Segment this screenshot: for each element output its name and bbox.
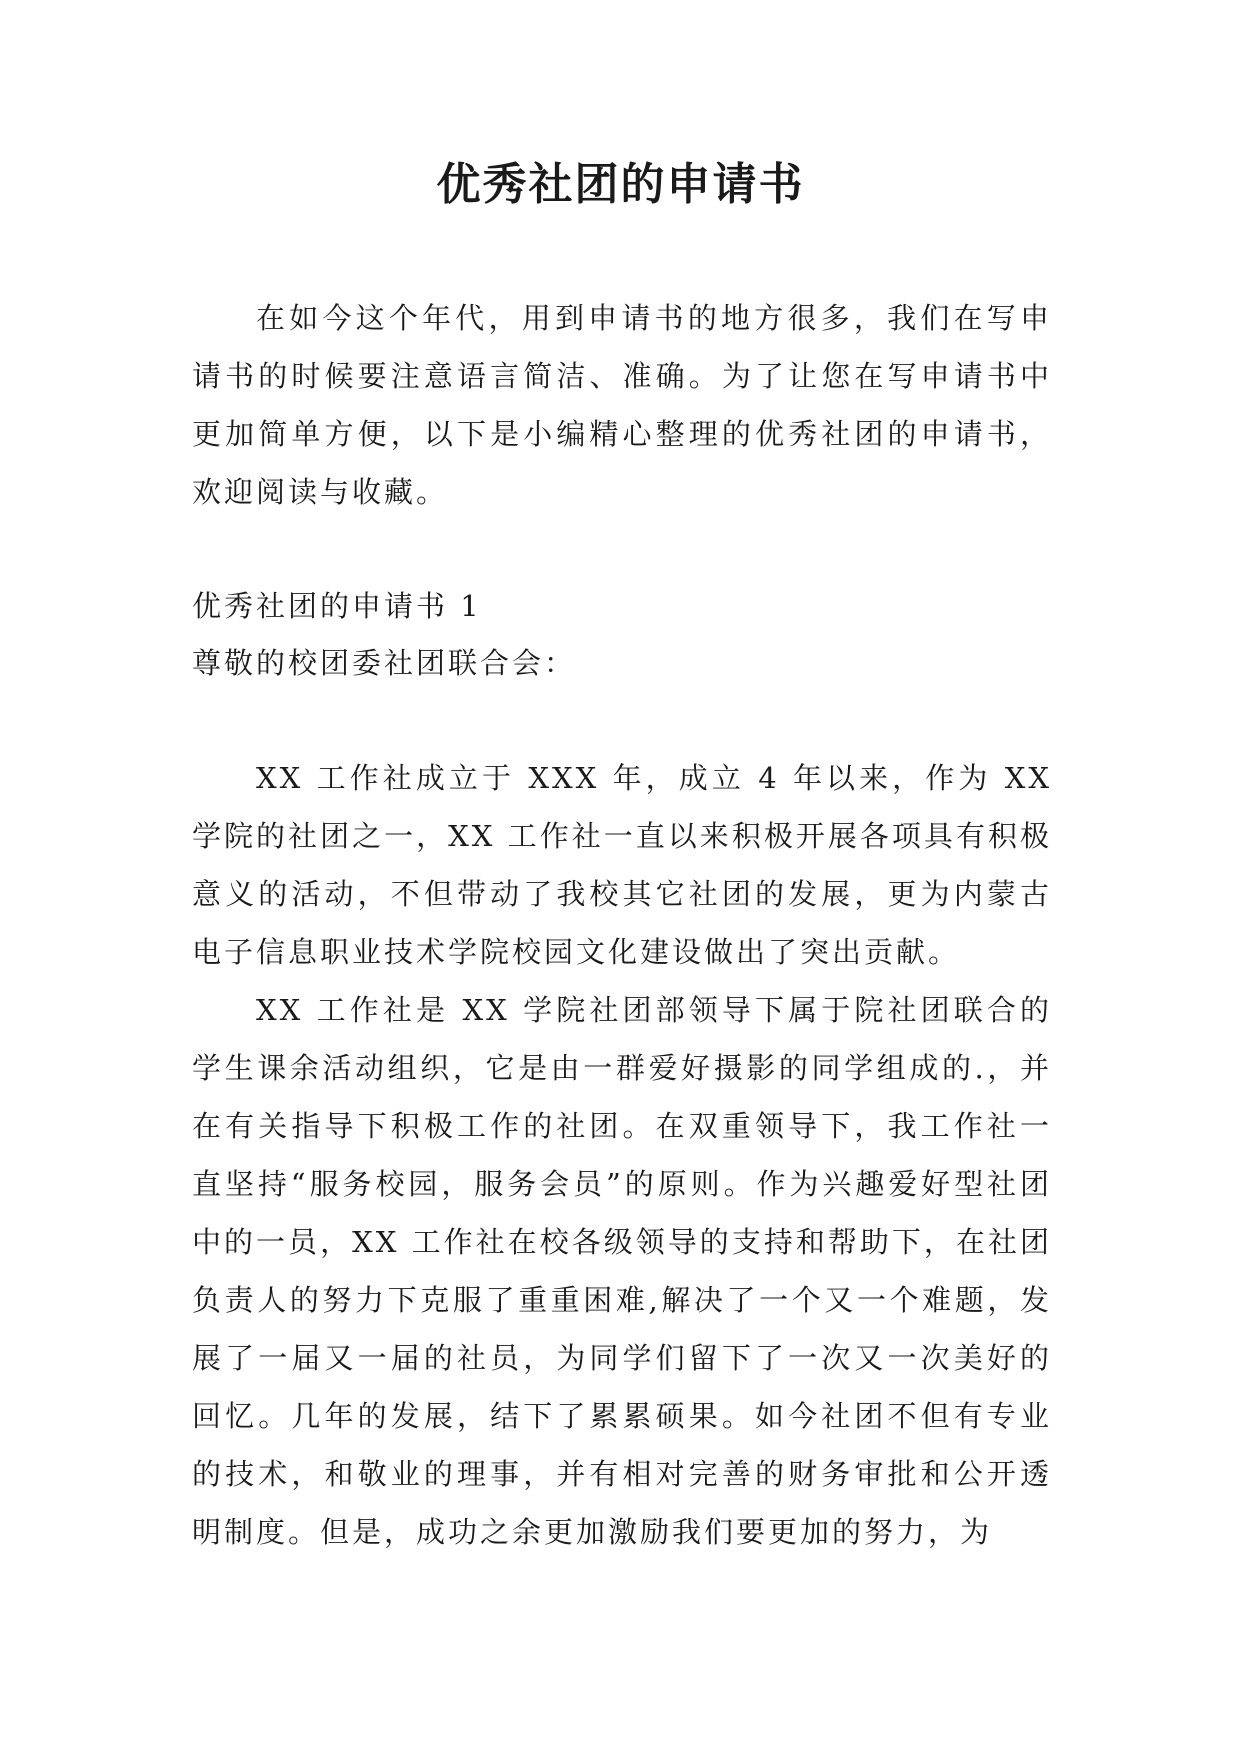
section-heading: 优秀社团的申请书 1: [192, 589, 482, 623]
body-paragraph: XX 工作社成立于 XXX 年，成立 4 年以来，作为 XX 学院的社团之一，XX 工作社一直以来积极开展各项具有积极意义的活动，不但带动了我校其它社团的发展，更为内蒙古电子信息职业技术学院校园文化建设做出了突出贡献。: [192, 761, 1052, 969]
intro-paragraph: 在如今这个年代，用到申请书的地方很多，我们在写申请书的时候要注意语言简洁、准确。为了让您在写申请书中更加简单方便，以下是小编精心整理的优秀社团的申请书，欢迎阅读与收藏。: [192, 301, 1052, 509]
body-paragraph: XX 工作社是 XX 学院社团部领导下属于院社团联合的学生课余活动组织，它是由一群爱好摄影的同学组成的.，并在有关指导下积极工作的社团。在双重领导下，我工作社一直坚持“服务校园，服务会员”的原则。作为兴趣爱好型社团中的一员，XX 工作社在校各级领导的支持和帮助下，在社团负责人的努力下克服了重重困难,解决了一个又一个难题，发展了一届又一届的社员，为同学们留下了一次又一次美好的回忆。几年的发展，结下了累累硕果。如今社团不但有专业的技术，和敬业的理事，并有相对完善的财务审批和公开透明制度。但是，成功之余更加激励我们要更加的努力，为: [192, 993, 1052, 1549]
salutation: 尊敬的校团委社团联合会：: [192, 646, 577, 680]
document-title: 优秀社团的申请书: [436, 159, 805, 210]
